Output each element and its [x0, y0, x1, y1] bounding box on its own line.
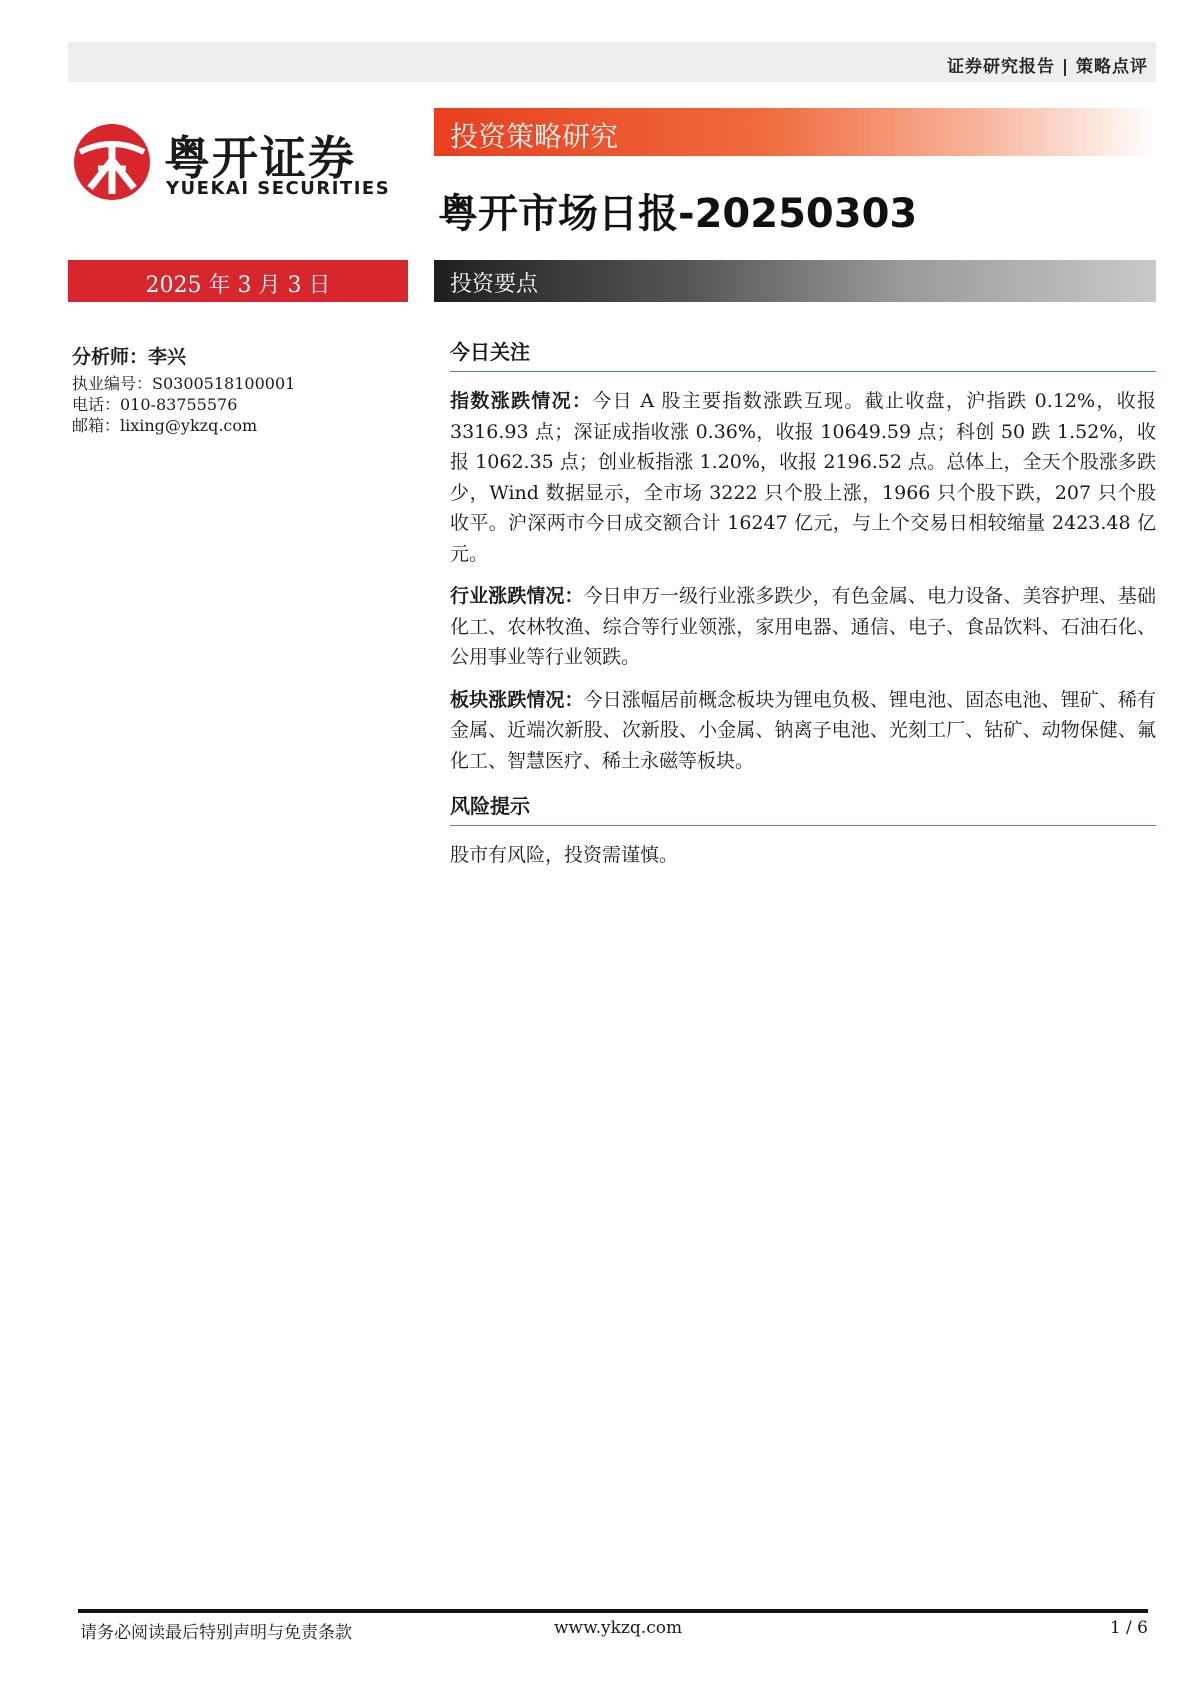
footer-page-number: 1 / 6 [1109, 1618, 1148, 1638]
analyst-phone: 电话：010-83755576 [72, 395, 238, 414]
paragraph-index-moves [450, 386, 1156, 569]
analyst-name: 分析师：李兴 [72, 346, 187, 368]
paragraph-body: 今日申万一级行业涨多跌少，有色金属、电力设备、美容护理、基础化工、农林牧渔、综合等行业领涨，家用电器、通信、电子、食品饮料、石油石化、公用事业等行业领跌。 [450, 585, 1156, 668]
report-title: 粤开市场日报-20250303 [438, 191, 918, 237]
logo-name-cn: 粤开证券 [164, 131, 356, 185]
footer-divider [78, 1609, 1148, 1613]
paragraph-industry-moves [450, 581, 1156, 673]
analyst-reg-number: 执业编号：S0300518100001 [72, 374, 296, 393]
report-date: 2025 年 3 月 3 日 [145, 273, 331, 298]
paragraph-body: 今日涨幅居前概念板块为锂电负极、锂电池、固态电池、锂矿、稀有金属、近端次新股、次新股、小金属、钠离子电池、光刻工厂、钴矿、动物保健、氟化工、智慧医疗、稀土永磁等板块。 [450, 688, 1156, 772]
company-logo [72, 122, 412, 202]
top-header-bar [68, 42, 1156, 82]
paragraph-lead: 指数涨跌情况： [450, 390, 593, 412]
date-bar [68, 260, 408, 302]
main-content [450, 336, 1156, 883]
analyst-info [72, 342, 412, 436]
analyst-email[interactable]: 邮箱：lixing@ykzq.com [72, 416, 258, 435]
category-banner [434, 108, 1156, 156]
section-heading-risk: 风险提示 [450, 790, 1156, 826]
logo-name-en: YUEKAI SECURITIES [166, 178, 391, 199]
footer-disclaimer: 请务必阅读最后特别声明与免责条款 [80, 1623, 352, 1643]
category-label: 投资策略研究 [450, 120, 619, 153]
key-points-label: 投资要点 [450, 272, 539, 297]
paragraph-lead: 行业涨跌情况： [450, 585, 584, 607]
section-heading-focus: 今日关注 [450, 336, 1156, 372]
paragraph-body: 今日 A 股主要指数涨跌互现。截止收盘，沪指跌 0.12%，收报 3316.93 点；深证成指收涨 0.36%，收报 10649.59 点；科创 50 跌 1.52%，收报 1062.35 点；创业板指涨 1.20%，收报 2196.52 点。总体上，全天个股涨多跌少，Wind 数据显示，全市场 3222 只个股上涨，1966 只个股下跌，207 只个股收平。沪深两市今日成交额合计 16247 亿元，与上个交易日相较缩量 2423.48 亿元。 [450, 390, 1156, 565]
paragraph-risk: 股市有风险，投资需谨慎。 [450, 844, 679, 866]
logo-emblem-icon [72, 122, 152, 202]
key-points-bar [434, 260, 1156, 302]
footer-website-link[interactable]: www.ykzq.com [554, 1618, 683, 1638]
paragraph-sector-moves [450, 685, 1156, 777]
doc-type-label: 证券研究报告 | 策略点评 [946, 57, 1148, 77]
paragraph-lead: 板块涨跌情况： [450, 688, 584, 711]
